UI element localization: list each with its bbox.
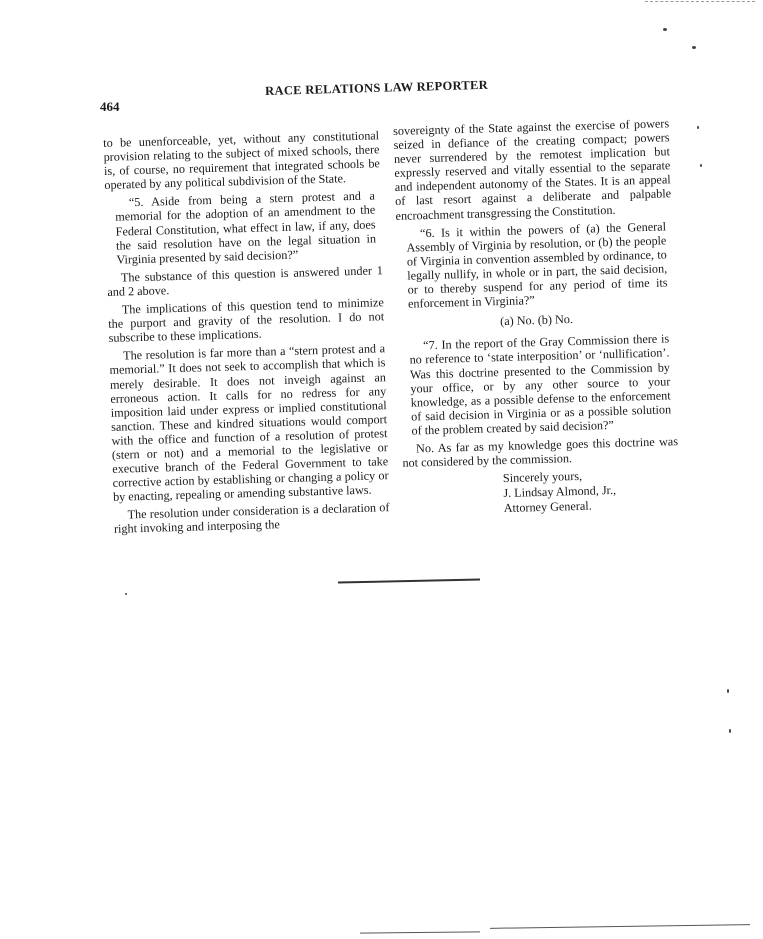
end-rule xyxy=(338,579,480,584)
top-edge-mark xyxy=(645,1,755,2)
scan-speck xyxy=(700,164,702,167)
scan-speck xyxy=(663,28,667,31)
scan-speck xyxy=(692,46,696,49)
scan-speck xyxy=(727,689,729,693)
paragraph: The resolution is far more than a “stern protest and a memorial.” It does not seek to accomplish that which is merely desirable. It does not inveigh against an erroneous action. It calls for no redress for any imposition laid under express or implied constitutional sanction. These and kindred situations would comport with the office and function of a resolution of protest (stern or not) and a memorial to the legislative or executive branch of the Federal Government to take corrective action by establishing or changing a policy or by enacting, repealing or amending substantive laws. xyxy=(109,341,389,505)
scan-speck xyxy=(729,729,731,733)
paragraph: to be unenforceable, yet, without any constitutional provision relating to the subject of mixed schools, there is, of course, no requirement that integrated schools be operated by any political subdivision of the State. xyxy=(103,128,381,193)
scan-speck xyxy=(697,126,699,129)
running-head: RACE RELATIONS LAW REPORTER xyxy=(265,77,489,98)
scan-line xyxy=(360,931,480,933)
paragraph: sovereignty of the State against the exercise of powers seized in defiance of the creating compact; powers never surrendered by the remotest implication but expressly reserved and vitally essential to the separate and independent autonomy of the States. It is an appeal of last resort against a deliberate and palpable encroachment transgressing the Constitution. xyxy=(393,116,672,223)
signer-title: Attorney General. xyxy=(503,498,592,516)
question-5: “5. Aside from being a stern protest and a memorial for the adoption of an amendment to the Federal Constitution, what effect in law, if any, does the said resolution have on the legal situation in Virginia presented by said decision?” xyxy=(115,188,377,267)
question-6: “6. Is it within the powers of (a) the General Assembly of Virginia by resolution, or (b) the people of Virginia in convention assembled by ordinance, to legally nullify, in whole or in part, the said decision, or to thereby suspend for any period of time its enforcement in Virginia?” xyxy=(406,219,668,311)
answer-7: No. As far as my knowledge goes this doctrine was not considered by the commission. xyxy=(402,434,679,470)
scan-speck xyxy=(125,593,127,595)
left-column xyxy=(103,128,390,540)
signer-name: J. Lindsay Almond, Jr., xyxy=(503,483,617,501)
paragraph: The substance of this question is answered under 1 and 2 above. xyxy=(107,263,384,299)
answer-6: (a) No. (b) No. xyxy=(499,312,574,329)
signature-block xyxy=(503,466,680,516)
question-7: “7. In the report of the Gray Commission there is no reference to ‘state interposition’ or ‘nullification’. Was this doctrine presented to the Commission by your office, or by any other source to your knowledge, as a possible defense to the enforcement of said decision in Virginia or as a possible solution of the problem created by said decision?” xyxy=(409,331,672,438)
paragraph: The resolution under consideration is a declaration of right invoking and interposing the xyxy=(113,500,390,537)
page-number: 464 xyxy=(100,99,120,114)
scan-line xyxy=(490,924,750,929)
right-column xyxy=(393,116,680,519)
paragraph: The implications of this question tend to minimize the purport and gravity of the resolution. I do not subscribe to these implications. xyxy=(108,295,385,346)
closing: Sincerely yours, xyxy=(502,469,583,486)
